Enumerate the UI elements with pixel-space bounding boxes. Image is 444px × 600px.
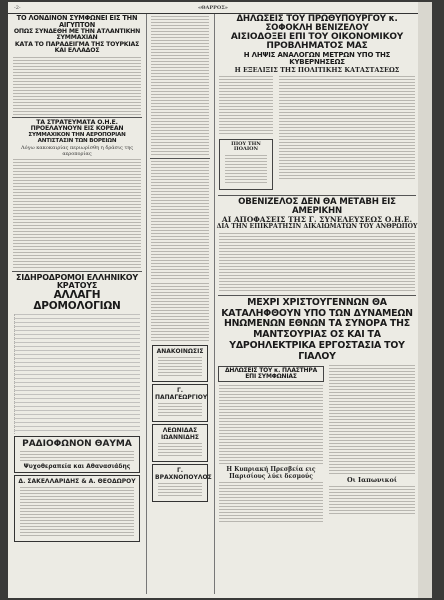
left-headline-4: ΤΑ ΣΤΡΑΤΕΥΜΑΤΑ Ο.Η.Ε. ΠΡΟΕΛΑΥΝΟΥΝ ΕΙΣ ΚΟΡΕΑΝ: [30, 118, 124, 133]
column-rule: [146, 14, 147, 594]
left-column: [10, 14, 144, 598]
article-text: [329, 486, 415, 516]
ad-text: [158, 483, 202, 497]
right-headline-9: ΔΗΛΩΣΕΙΣ ΤΟΥ κ. ΠΛΑΣΤΗΡΑ ΕΠΙ ΣΥΜΦΩΝΙΑΣ: [218, 366, 324, 383]
article-text: [151, 161, 209, 281]
middle-column: [148, 14, 212, 598]
subcolumn: [216, 74, 276, 193]
left-headline-1: ΤΟ ΛΟΝΔΙΝΟΝ ΣΥΜΦΩΝΕΙ ΕΙΣ ΤΗΝ ΑΙΓΥΠΤΟΝ: [16, 14, 138, 29]
right-lower-columns: [216, 363, 418, 525]
box-title: ΠΙΟΥ ΤΗΝ ΠΟΛΙΟΝ: [231, 140, 261, 153]
right-headline-8: ΜΕΧΡΙ ΧΡΙΣΤΟΥΓΕΝΝΩΝ ΘΑ ΚΑΤΑΛΗΦΘΟΥΝ ΥΠΟ ΤΩΝ ΔΥΝΑΜΕΩΝ ΗΝΩΜΕΝΩΝ ΕΘΝΩΝ ΤΑ ΣΥΝΟΡΑ ΤΗΣ ΜΑΝΤΣΟΥΡΙΑΣ ΟΣ ΚΑΙ ΤΑ ΥΔΡΟΗΛΕΚΤΡΙΚΑ ΕΡΓΟΣΤΑΣΙΑ ΤΟΥ ΓΙΑΛΟΥ: [221, 296, 413, 362]
ad-radio-sub: Ψυχοθεραπεία και Αθανασιάδης: [23, 463, 131, 471]
ad-announcement-title: ΑΝΑΚΟΙΝΩΣΙΣ: [156, 348, 204, 355]
article-text: [219, 482, 323, 522]
ad-announcement: [152, 345, 208, 382]
divider: [218, 195, 416, 196]
box-text: [225, 155, 267, 185]
right-headline-5: ΟΒΕΝΙΖΕΛΟΣ ΔΕΝ ΘΑ ΜΕΤΑΒΗ ΕΙΣ ΑΜΕΡΙΚΗΝ: [238, 196, 396, 216]
page-number: -2-: [14, 5, 21, 11]
ad-company: [14, 475, 140, 542]
divider: [218, 295, 416, 296]
right-headline-11: Οι Ιαπωνικοί: [346, 475, 398, 484]
right-headline-10: Η Κυπριακή Πρεσβεία εις Παρισίους λύει δεσμούς: [226, 466, 316, 480]
left-headline-3: ΚΑΤΑ ΤΟ ΠΑΡΑΔΕΙΓΜΑ ΤΗΣ ΤΟΥΡΚΙΑΣ ΚΑΙ ΕΛΛΑΔΟΣ: [14, 40, 140, 55]
newspaper-page: [8, 2, 432, 598]
left-headline-6: ΣΙΔΗΡΟΔΡΟΜΟΙ ΕΛΛΗΝΙΚΟΥ ΚΡΑΤΟΥΣ: [16, 272, 138, 290]
right-headline-3: Η ΛΗΨΙΣ ΑΝΑΛΟΓΩΝ ΜΕΤΡΩΝ ΥΠΟ ΤΗΣ ΚΥΒΕΡΝΗΣΕΩΣ: [243, 50, 391, 67]
divider: [12, 117, 142, 118]
subcolumn: [326, 363, 418, 525]
ad-radio: [14, 436, 140, 473]
subcolumn: [216, 363, 326, 525]
right-section: [216, 14, 418, 598]
column-rule: [214, 14, 215, 594]
left-headline-2: ΟΠΩΣ ΣΥΝΔΕΘΗ ΜΕ ΤΗΝ ΑΤΛΑΝΤΙΚΗΝ ΣΥΜΜΑΧΙΑΝ: [13, 27, 141, 42]
ad-radio-title: ΡΑΔΙΟΦΩΝΟΝ ΘΑΥΜΑ: [22, 439, 132, 450]
ad-text: [20, 451, 134, 461]
subcolumn: [276, 74, 418, 193]
boxed-column: [219, 139, 273, 190]
ad-doctor-2-name: ΛΕΩΝΙΔΑΣ ΙΩΑΝΝΙΔΗΣ: [160, 427, 199, 441]
article-text: [151, 283, 209, 343]
ad-doctor-2: [152, 424, 208, 462]
right-headline-7: ΔΙΑ ΤΗΝ ΕΠΙΚΡΑΤΗΣΙΝ ΔΙΚΑΙΩΜΑΤΩΝ ΤΟΥ ΑΝΘΡΩΠΟΥ: [216, 223, 418, 231]
page-edge: [418, 2, 432, 598]
left-subheadline-5: Λόγω κακοκαιρίας περιωρίσθη η δράσις της αεροπορίας: [20, 144, 134, 157]
divider: [150, 158, 210, 159]
ad-company-title: Δ. ΣΑΚΕΛΛΑΡΙΔΗΣ & Α. ΘΕΟΔΩΡΟΥ: [18, 478, 136, 486]
article-text: [219, 233, 415, 293]
ad-text: [158, 357, 202, 377]
ad-text: [158, 443, 202, 457]
ad-doctor-3: [152, 464, 212, 502]
timetable: [14, 314, 140, 434]
masthead: «ΘΑΡΡΟΣ»: [198, 5, 228, 11]
ad-text: [158, 403, 202, 417]
ad-doctor-3-name: Γ. ΒΡΑΧΝΟΠΟΥΛΟΣ: [155, 467, 212, 481]
article-text: [279, 76, 415, 180]
right-upper-columns: [216, 74, 418, 193]
divider: [12, 271, 142, 272]
article-text: [329, 365, 415, 475]
article-text: [13, 159, 141, 269]
right-headline-6: ΑΙ ΑΠΟΦΑΣΕΙΣ ΤΗΣ Γ. ΣΥΝΕΛΕΥΣΕΩΣ Ο.Η.Ε.: [221, 214, 413, 224]
article-text: [219, 76, 273, 136]
left-headline-5: ΣΥΜΜΑΧΙΚΟΝ ΤΗΝ ΑΕΡΟΠΟΡΙΑΝ ΑΝΤΙΣΤΑΣΙΝ ΤΩΝ ΒΟΡΕΙΩΝ: [28, 131, 126, 144]
article-text: [219, 385, 323, 465]
left-headline-7: ΑΛΛΑΓΗ ΔΡΟΜΟΛΟΓΙΩΝ: [33, 289, 121, 313]
right-headline-4: Η ΕΞΕΛΙΞΙΣ ΤΗΣ ΠΟΛΙΤΙΚΗΣ ΚΑΤΑΣΤΑΣΕΩΣ: [234, 65, 400, 74]
article-text: [13, 57, 141, 115]
ad-doctor-1-name: Γ. ΠΑΠΑΓΕΩΡΓΙΟΥ: [155, 387, 208, 401]
ad-doctor-1: [152, 384, 208, 422]
right-headline-1: ΔΗΛΩΣΕΙΣ ΤΟΥ ΠΡΩΘΥΠΟΥΡΓΟΥ κ. ΣΟΦΟΚΛΗ ΒΕΝΙΖΕΛΟΥ: [236, 14, 398, 34]
article-text: [151, 16, 209, 156]
ad-text: [20, 487, 134, 537]
right-headline-2: ΑΙΣΙΟΔΟΞΕΙ ΕΠΙ ΤΟΥ ΟΙΚΟΝΟΜΙΚΟΥ ΠΡΟΒΛΗΜΑΤΟΣ ΜΑΣ: [230, 32, 404, 52]
